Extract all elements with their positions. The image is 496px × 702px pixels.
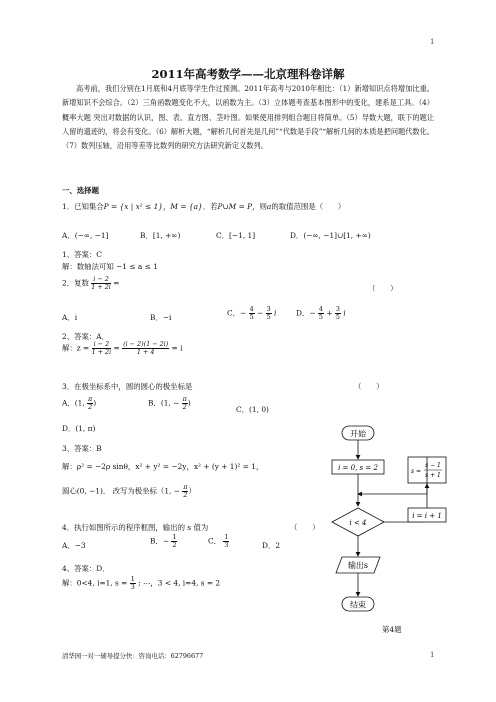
q2-option-a: A．i: [62, 313, 78, 322]
flowchart: [326, 424, 450, 620]
q2-option-d: D．− $\frac{4}{5}$ + $\frac{3}{5}$ i: [296, 305, 346, 321]
flowchart-start-label: 开始: [350, 429, 366, 439]
flowchart-update-s-prefix: s =: [410, 468, 422, 475]
q4-option-d: D．2: [262, 541, 281, 550]
q1-solution: 解：数轴法可知 −1 ≤ a ≤ 1: [62, 262, 158, 271]
flowchart-update-i-label: i = i + 1: [412, 512, 442, 520]
q2-option-b: B．−i: [150, 313, 172, 322]
q2-answer: 2、答案：A．: [62, 332, 109, 341]
q4-option-b: B．− $\frac{1}{2}$: [150, 533, 177, 549]
q2-paren: （ ）: [368, 284, 398, 293]
q3-option-c: C．(1, 0): [236, 405, 269, 414]
flowchart-output-label: 输出s: [347, 561, 369, 570]
intro-text: 高考前，我们分别在1月底和4月底等学生作过预测。2011年高考与2010年相比：（1）新增知识点将增加比重。新增知识不会综合。（2）三角函数题变化不大，以函数为主。（3）立体题考查基本图形中的变化，建系是工具。（4）概率大题 突出对数据的认识，图、表、直方图、茎叶图。如果使用排列组合题目将简单。（5）导数大题，联下的题让人留的遗迹的，将会有变化。（6）解析大题，“解析几何首先是几何”“代数是手段”“解析几何的本质是把问题代数化。（7）数列压轴，沿用等差等比数列的研究方法研究新定义数列。: [62, 84, 434, 151]
q2-option-c: C．− $\frac{4}{5}$ − $\frac{3}{5}$ i: [227, 305, 277, 321]
q1-option-d: D．(−∞, −1]∪[1, +∞): [290, 231, 371, 240]
q4-stem: 4．执行如图所示的程序框图，输出的 s 值为: [62, 523, 209, 532]
q2-stem: 2．复数 $\frac{i - 2}{1 + 2i}$ =: [62, 275, 120, 291]
q4-answer: 4、答案：D．: [62, 564, 110, 573]
q3-option-d: D．(1, π): [62, 424, 96, 433]
flowchart-update-s-denominator: s + 1: [425, 472, 441, 479]
q1-stem: 1．已知集合P = {x | x² ≤ 1}，M = {a}．若P∪M = P，则a的取值范围是（ ）: [62, 202, 346, 211]
q1-option-b: B．[1, +∞): [140, 231, 181, 240]
flowchart-init-label: i = 0, s = 2: [338, 464, 378, 472]
q3-paren: （ ）: [354, 382, 384, 391]
q3-solution: 解：ρ² = −2ρ sinθ，x² + y² = −2y，x² + (y + 1)² = 1，: [62, 462, 264, 471]
footer-contact: 清华园一对一辅导提分快：咨询电话：62796677: [62, 652, 204, 660]
q4-paren: （ ）: [290, 523, 320, 532]
page-title: 2011年高考数学——北京理科卷详解: [151, 67, 345, 81]
q1-answer: 1、答案：C: [62, 250, 102, 259]
flowchart-caption: 第4题: [382, 625, 402, 634]
section-heading: 一、选择题: [62, 186, 99, 195]
q3-option-a: A．(1, $\frac{\pi}{2}$ ): [62, 395, 97, 411]
flowchart-end-label: 结束: [350, 600, 366, 610]
intro-paragraph: [62, 82, 434, 153]
q3-answer: 3、答案：B: [62, 444, 102, 453]
q4-option-a: A．−3: [62, 541, 86, 550]
q4-option-c: C． $\frac{1}{3}$: [208, 533, 229, 549]
flowchart-update-s-numerator: s − 1: [425, 462, 441, 469]
q1-option-c: C．[−1, 1]: [216, 231, 256, 240]
q2-solution: 解：z = $\frac{i - 2}{1 + 2i}$ = $\frac{(i - 2)(1 - 2i)}{1 + 4}$ = i: [62, 340, 183, 356]
q1-option-a: A．(−∞, −1]: [62, 231, 109, 240]
page-number-bottom: 1: [430, 651, 435, 659]
q4-solution: 解：0<4, i=1, s = $\frac{1}{3}$ ; ⋯，3 < 4, i=4, s = 2: [62, 575, 221, 591]
page-number-top: 1: [430, 38, 435, 46]
q3-stem: 3．在极坐标系中，圆的圆心的极坐标是: [62, 382, 193, 391]
q3-solution-2: 圆心(0, −1)． 改写为极坐标（1, − $\frac{\pi}{2}$ ）: [62, 483, 196, 499]
flowchart-condition-label: i < 4: [349, 519, 367, 527]
q3-option-b: B．(1, − $\frac{\pi}{2}$ ): [148, 395, 191, 411]
